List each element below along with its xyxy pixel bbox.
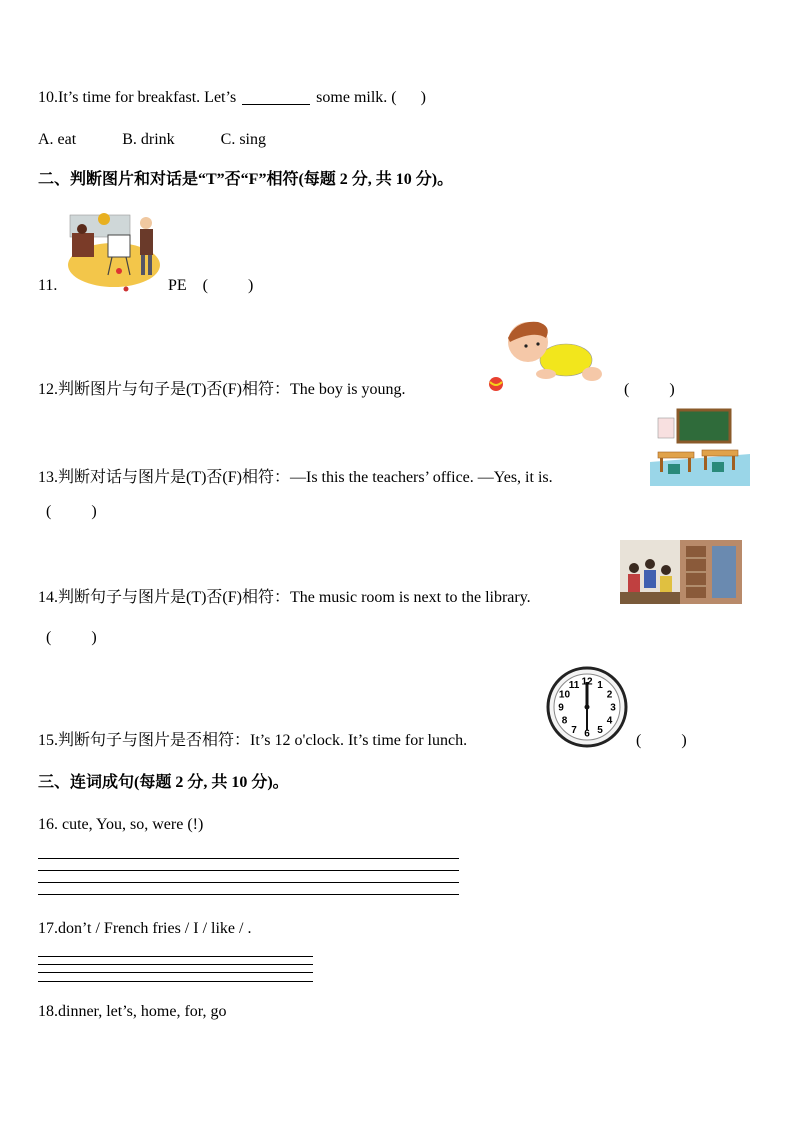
q11-answer-paren[interactable]: ( ) (202, 277, 254, 294)
crawling-baby-picture (486, 316, 606, 396)
q16-writing-line[interactable] (38, 894, 459, 895)
q11-number: 11. (38, 277, 58, 294)
classroom-picture (650, 408, 750, 486)
section-3-title: 三、连词成句(每题 2 分, 共 10 分)。 (38, 774, 289, 791)
q11-text: PE (168, 277, 187, 294)
clock-numeral: 12 (581, 676, 593, 688)
question-14 (38, 588, 531, 608)
q14-answer-paren[interactable]: ( ) (46, 629, 97, 646)
clock-numeral: 7 (571, 725, 577, 737)
q16-text: 16. cute, You, so, were (!) (38, 816, 204, 833)
question-13 (38, 468, 553, 488)
clock-numeral: 6 (584, 728, 590, 740)
q17-text: 17.don’t / French fries / I / like / . (38, 920, 252, 937)
q17-writing-line[interactable] (38, 972, 313, 973)
q16-writing-line[interactable] (38, 882, 459, 883)
q15-text: 15.判断句子与图片是否相符：It’s 12 o'clock. It’s time for lunch. (38, 732, 468, 749)
question-10 (38, 88, 426, 108)
q18-text: 18.dinner, let’s, home, for, go (38, 1003, 227, 1020)
q10-option-a: A. eat (38, 131, 77, 148)
q10-text-after: some milk. (316, 89, 388, 106)
q17-writing-line[interactable] (38, 981, 313, 982)
q11-answer-row (168, 276, 253, 296)
question-17 (38, 919, 251, 939)
q17-writing-line[interactable] (38, 964, 313, 965)
question-11 (38, 276, 57, 296)
clock-numeral: 10 (558, 689, 571, 701)
clock-numeral: 2 (606, 689, 613, 701)
question-12 (38, 380, 406, 400)
question-18 (38, 1002, 226, 1022)
q10-answer-blank[interactable] (242, 104, 310, 105)
q15-answer-paren[interactable]: ( ) (636, 732, 687, 749)
clock-numeral: 3 (610, 702, 616, 714)
q10-option-b: B. drink (122, 131, 175, 148)
q13-text: 13.判断对话与图片是(T)否(F)相符：—Is this the teachers’ office. —Yes, it is. (38, 469, 553, 486)
q12-text: 12.判断图片与句子是(T)否(F)相符：The boy is young. (38, 381, 406, 398)
clock-numeral: 11 (568, 679, 580, 691)
question-15 (38, 731, 467, 751)
q16-writing-line[interactable] (38, 858, 459, 859)
q10-text-before: 10.It’s time for breakfast. Let’s (38, 89, 237, 106)
clock-numeral: 9 (558, 702, 564, 714)
q17-writing-line[interactable] (38, 956, 313, 957)
q10-option-c: C. sing (220, 131, 266, 148)
q10-answer-paren[interactable]: ( ) (391, 89, 426, 106)
music-room-library-picture (620, 540, 742, 604)
clock-numeral: 8 (561, 715, 568, 727)
clock-numeral: 4 (606, 715, 613, 727)
q10-options (38, 130, 308, 150)
clock-numeral: 1 (597, 679, 603, 691)
section-2-title: 二、判断图片和对话是“T”否“F”相符(每题 2 分, 共 10 分)。 (38, 171, 454, 188)
q16-writing-line[interactable] (38, 870, 459, 871)
clock-picture (546, 666, 628, 748)
q12-answer-paren[interactable]: ( ) (624, 381, 675, 398)
art-class-picture (64, 205, 164, 295)
q14-text: 14.判断句子与图片是(T)否(F)相符：The music room is next to the library. (38, 589, 531, 606)
question-16 (38, 815, 203, 835)
q13-answer-paren[interactable]: ( ) (46, 503, 97, 520)
clock-numeral: 5 (597, 725, 603, 737)
